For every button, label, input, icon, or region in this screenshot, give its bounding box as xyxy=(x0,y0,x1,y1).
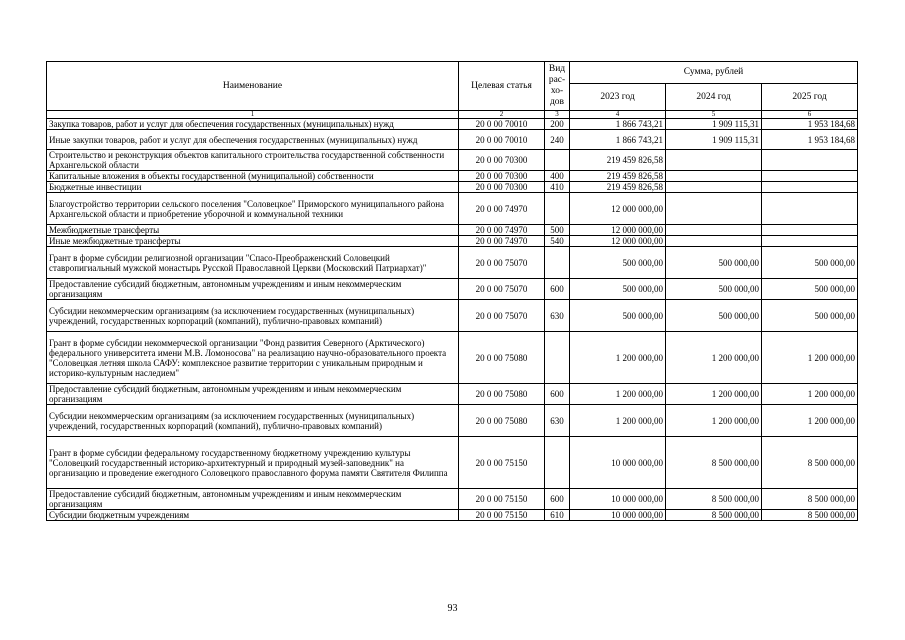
row-sum-2025 xyxy=(762,182,858,193)
header-target-article: Целевая статья xyxy=(459,62,545,111)
header-name: Наименование xyxy=(47,62,459,111)
row-target-article: 20 0 00 75150 xyxy=(459,510,545,521)
row-expense-type xyxy=(545,247,570,279)
row-name: Бюджетные инвестиции xyxy=(47,182,459,193)
row-target-article: 20 0 00 75070 xyxy=(459,300,545,332)
table-row xyxy=(47,119,858,130)
row-sum-2024: 1 909 115,31 xyxy=(666,130,762,150)
row-expense-type: 500 xyxy=(545,225,570,236)
row-expense-type: 630 xyxy=(545,405,570,437)
row-sum-2024: 500 000,00 xyxy=(666,300,762,332)
row-sum-2023: 219 459 826,58 xyxy=(570,182,666,193)
table-row xyxy=(47,332,858,384)
header-sum: Сумма, рублей xyxy=(570,62,858,84)
row-sum-2025 xyxy=(762,193,858,225)
row-sum-2025: 1 200 000,00 xyxy=(762,384,858,405)
page-number: 93 xyxy=(447,603,458,614)
row-name: Субсидии некоммерческим организациям (за исключением государственных (муниципальных) учреждений, государственных корпораций (компаний), публично-правовых компаний) xyxy=(47,405,459,437)
row-sum-2024 xyxy=(666,193,762,225)
table-row xyxy=(47,247,858,279)
row-sum-2025 xyxy=(762,150,858,171)
row-name: Грант в форме субсидии некоммерческой организации "Фонд развития Северного (Арктического) федерального университета имени М.В. Ломоносова" на реализацию научно-образовательного проекта "Соловецкая летняя школа САФУ: комплексное развитие территории с уникальным природным и историко-культурным наследием" xyxy=(47,332,459,384)
row-sum-2023: 500 000,00 xyxy=(570,247,666,279)
row-sum-2024: 1 909 115,31 xyxy=(666,119,762,130)
table-row xyxy=(47,510,858,521)
header-year-2024: 2024 год xyxy=(666,84,762,111)
row-target-article: 20 0 00 70010 xyxy=(459,119,545,130)
row-sum-2023: 219 459 826,58 xyxy=(570,150,666,171)
header-year-2025: 2025 год xyxy=(762,84,858,111)
row-name: Благоустройство территории сельского поселения "Соловецкое" Приморского муниципального района Архангельской области и приобретение уборочной и коммунальной техники xyxy=(47,193,459,225)
row-sum-2024: 1 200 000,00 xyxy=(666,384,762,405)
row-sum-2025: 8 500 000,00 xyxy=(762,489,858,510)
row-sum-2024 xyxy=(666,150,762,171)
table-row xyxy=(47,150,858,171)
row-expense-type: 600 xyxy=(545,279,570,300)
column-index: 2 xyxy=(459,111,545,119)
row-sum-2024 xyxy=(666,182,762,193)
row-name: Иные закупки товаров, работ и услуг для обеспечения государственных (муниципальных) нужд xyxy=(47,130,459,150)
row-sum-2024: 8 500 000,00 xyxy=(666,510,762,521)
row-name: Закупка товаров, работ и услуг для обеспечения государственных (муниципальных) нужд xyxy=(47,119,459,130)
table-row xyxy=(47,236,858,247)
row-sum-2023: 10 000 000,00 xyxy=(570,437,666,489)
row-expense-type: 410 xyxy=(545,182,570,193)
column-index: 1 xyxy=(47,111,459,119)
row-sum-2025 xyxy=(762,236,858,247)
row-expense-type: 600 xyxy=(545,489,570,510)
row-sum-2023: 12 000 000,00 xyxy=(570,225,666,236)
row-sum-2024 xyxy=(666,236,762,247)
table-body xyxy=(47,119,858,521)
table-row xyxy=(47,489,858,510)
row-sum-2025: 1 200 000,00 xyxy=(762,405,858,437)
row-sum-2023: 12 000 000,00 xyxy=(570,236,666,247)
row-sum-2024: 500 000,00 xyxy=(666,279,762,300)
row-sum-2024 xyxy=(666,171,762,182)
row-sum-2023: 500 000,00 xyxy=(570,300,666,332)
row-sum-2023: 10 000 000,00 xyxy=(570,489,666,510)
header-year-2023: 2023 год xyxy=(570,84,666,111)
row-name: Предоставление субсидий бюджетным, автономным учреждениям и иным некоммерческим организациям xyxy=(47,384,459,405)
row-target-article: 20 0 00 74970 xyxy=(459,225,545,236)
row-name: Предоставление субсидий бюджетным, автономным учреждениям и иным некоммерческим организациям xyxy=(47,489,459,510)
table-row xyxy=(47,384,858,405)
column-index: 5 xyxy=(666,111,762,119)
row-expense-type xyxy=(545,437,570,489)
row-sum-2025: 500 000,00 xyxy=(762,300,858,332)
row-target-article: 20 0 00 74970 xyxy=(459,193,545,225)
row-name: Межбюджетные трансферты xyxy=(47,225,459,236)
column-index: 6 xyxy=(762,111,858,119)
column-index: 4 xyxy=(570,111,666,119)
row-sum-2024: 1 200 000,00 xyxy=(666,405,762,437)
table-row xyxy=(47,182,858,193)
row-expense-type: 400 xyxy=(545,171,570,182)
row-target-article: 20 0 00 70300 xyxy=(459,171,545,182)
row-name: Иные межбюджетные трансферты xyxy=(47,236,459,247)
row-target-article: 20 0 00 75070 xyxy=(459,279,545,300)
header-expense-type: Вид рас-хо-дов xyxy=(545,62,570,111)
row-sum-2024 xyxy=(666,225,762,236)
row-sum-2023: 1 200 000,00 xyxy=(570,384,666,405)
row-expense-type: 240 xyxy=(545,130,570,150)
row-expense-type xyxy=(545,332,570,384)
row-expense-type xyxy=(545,193,570,225)
row-expense-type: 610 xyxy=(545,510,570,521)
row-sum-2025: 1 953 184,68 xyxy=(762,130,858,150)
row-target-article: 20 0 00 75150 xyxy=(459,489,545,510)
row-sum-2023: 1 200 000,00 xyxy=(570,405,666,437)
row-sum-2025 xyxy=(762,171,858,182)
row-expense-type xyxy=(545,150,570,171)
column-index-row xyxy=(47,111,858,119)
table-row xyxy=(47,130,858,150)
row-target-article: 20 0 00 70300 xyxy=(459,150,545,171)
row-sum-2024: 1 200 000,00 xyxy=(666,332,762,384)
row-sum-2025: 8 500 000,00 xyxy=(762,437,858,489)
row-sum-2025 xyxy=(762,225,858,236)
row-expense-type: 630 xyxy=(545,300,570,332)
row-expense-type: 600 xyxy=(545,384,570,405)
row-sum-2025: 1 953 184,68 xyxy=(762,119,858,130)
row-sum-2023: 10 000 000,00 xyxy=(570,510,666,521)
row-sum-2025: 500 000,00 xyxy=(762,247,858,279)
table-row xyxy=(47,225,858,236)
row-target-article: 20 0 00 75080 xyxy=(459,384,545,405)
row-sum-2024: 8 500 000,00 xyxy=(666,437,762,489)
table-row xyxy=(47,300,858,332)
row-name: Грант в форме субсидии федеральному государственному бюджетному учреждению культуры "Соловецкий государственный историко-архитектурный и природный музей-заповедник" на организацию и проведение ежегодного Соловецкого православного форума памяти Святителя Филиппа xyxy=(47,437,459,489)
table-row xyxy=(47,437,858,489)
row-target-article: 20 0 00 70010 xyxy=(459,130,545,150)
row-name: Предоставление субсидий бюджетным, автономным учреждениям и иным некоммерческим организациям xyxy=(47,279,459,300)
row-target-article: 20 0 00 75080 xyxy=(459,332,545,384)
row-sum-2023: 1 200 000,00 xyxy=(570,332,666,384)
column-index: 3 xyxy=(545,111,570,119)
table-row xyxy=(47,171,858,182)
row-sum-2025: 8 500 000,00 xyxy=(762,510,858,521)
row-sum-2023: 1 866 743,21 xyxy=(570,130,666,150)
row-expense-type: 540 xyxy=(545,236,570,247)
row-sum-2023: 12 000 000,00 xyxy=(570,193,666,225)
row-sum-2025: 500 000,00 xyxy=(762,279,858,300)
row-sum-2023: 500 000,00 xyxy=(570,279,666,300)
row-sum-2024: 8 500 000,00 xyxy=(666,489,762,510)
row-name: Грант в форме субсидии религиозной организации "Спасо-Преображенский Соловецкий ставропигиальный мужской монастырь Русской Православной Церкви (Московский Патриархат)" xyxy=(47,247,459,279)
row-name: Строительство и реконструкция объектов капитального строительства государственной собственности Архангельской области xyxy=(47,150,459,171)
table-row xyxy=(47,279,858,300)
row-sum-2023: 1 866 743,21 xyxy=(570,119,666,130)
row-name: Капитальные вложения в объекты государственной (муниципальной) собственности xyxy=(47,171,459,182)
budget-table xyxy=(46,61,858,521)
row-target-article: 20 0 00 70300 xyxy=(459,182,545,193)
row-target-article: 20 0 00 75150 xyxy=(459,437,545,489)
row-name: Субсидии бюджетным учреждениям xyxy=(47,510,459,521)
row-target-article: 20 0 00 74970 xyxy=(459,236,545,247)
row-target-article: 20 0 00 75080 xyxy=(459,405,545,437)
row-expense-type: 200 xyxy=(545,119,570,130)
row-target-article: 20 0 00 75070 xyxy=(459,247,545,279)
table-row xyxy=(47,193,858,225)
table-row xyxy=(47,405,858,437)
row-sum-2024: 500 000,00 xyxy=(666,247,762,279)
row-name: Субсидии некоммерческим организациям (за исключением государственных (муниципальных) учреждений, государственных корпораций (компаний), публично-правовых компаний) xyxy=(47,300,459,332)
row-sum-2025: 1 200 000,00 xyxy=(762,332,858,384)
row-sum-2023: 219 459 826,58 xyxy=(570,171,666,182)
